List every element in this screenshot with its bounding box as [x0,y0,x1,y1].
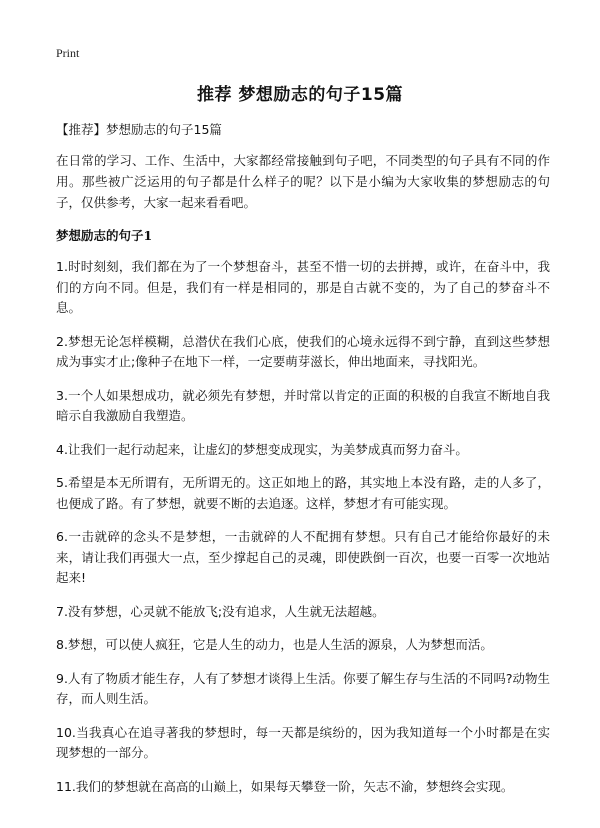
section-heading: 梦想励志的句子1 [56,228,153,243]
quote-item: 4.让我们一起行动起来，让虚幻的梦想变成现实，为美梦成真而努力奋斗。 [56,441,468,457]
quote-item: 10.当我真心在追寻著我的梦想时，每一天都是缤纷的，因为我知道每一个小时都是在实现梦想的一部分。 [56,724,550,760]
quote-item: 1.时时刻刻，我们都在为了一个梦想奋斗，甚至不惜一切的去拼搏，或许，在奋斗中，我们的方向不同。但是，我们有一样是相同的，那是自古就不变的，为了自己的梦奋斗不息。 [56,259,550,315]
document-subtitle: 【推荐】梦想励志的句子15篇 [56,122,222,137]
quote-item: 6.一击就碎的念头不是梦想，一击就碎的人不配拥有梦想。只有自己才能给你最好的未来，请让我们再强大一点，至少撑起自己的灵魂，即使跌倒一百次，也要一百零一次地站起来! [56,529,550,585]
page-title: 推荐 梦想励志的句子15篇 [196,85,404,105]
quote-item: 9.人有了物质才能生存，人有了梦想才谈得上生活。你要了解生存与生活的不同吗?动物生存，而人则生活。 [56,670,550,706]
quote-item: 3.一个人如果想成功，就必须先有梦想，并时常以肯定的正面的积极的自我宣不断地自我暗示自我激励自我塑造。 [56,387,550,423]
quote-item: 2.梦想无论怎样模糊，总潜伏在我们心底，使我们的心境永远得不到宁静，直到这些梦想成为事实才止;像种子在地下一样，一定要萌芽滋长，伸出地面来，寻找阳光。 [56,333,550,369]
quote-item: 7.没有梦想，心灵就不能放飞;没有追求，人生就无法超越。 [56,603,385,619]
quote-item: 8.梦想，可以使人疯狂，它是人生的动力，也是人生活的源泉，人为梦想而活。 [56,637,493,652]
intro-paragraph: 在日常的学习、工作、生活中，大家都经常接触到句子吧，不同类型的句子具有不同的作用。那些被广泛运用的句子都是什么样子的呢？以下是小编为大家收集的梦想励志的句子，仅供参考，大家一起来看看吧。 [56,153,550,210]
article-body [56,150,550,810]
quote-item: 5.希望是本无所谓有，无所谓无的。这正如地上的路，其实地上本没有路，走的人多了，也便成了路。有了梦想，就要不断的去追逐。这样，梦想才有可能实现。 [56,475,550,511]
print-link[interactable]: Print [56,46,80,60]
quote-item: 11.我们的梦想就在高高的山巅上，如果每天攀登一阶，矢志不渝，梦想终会实现。 [56,778,514,794]
